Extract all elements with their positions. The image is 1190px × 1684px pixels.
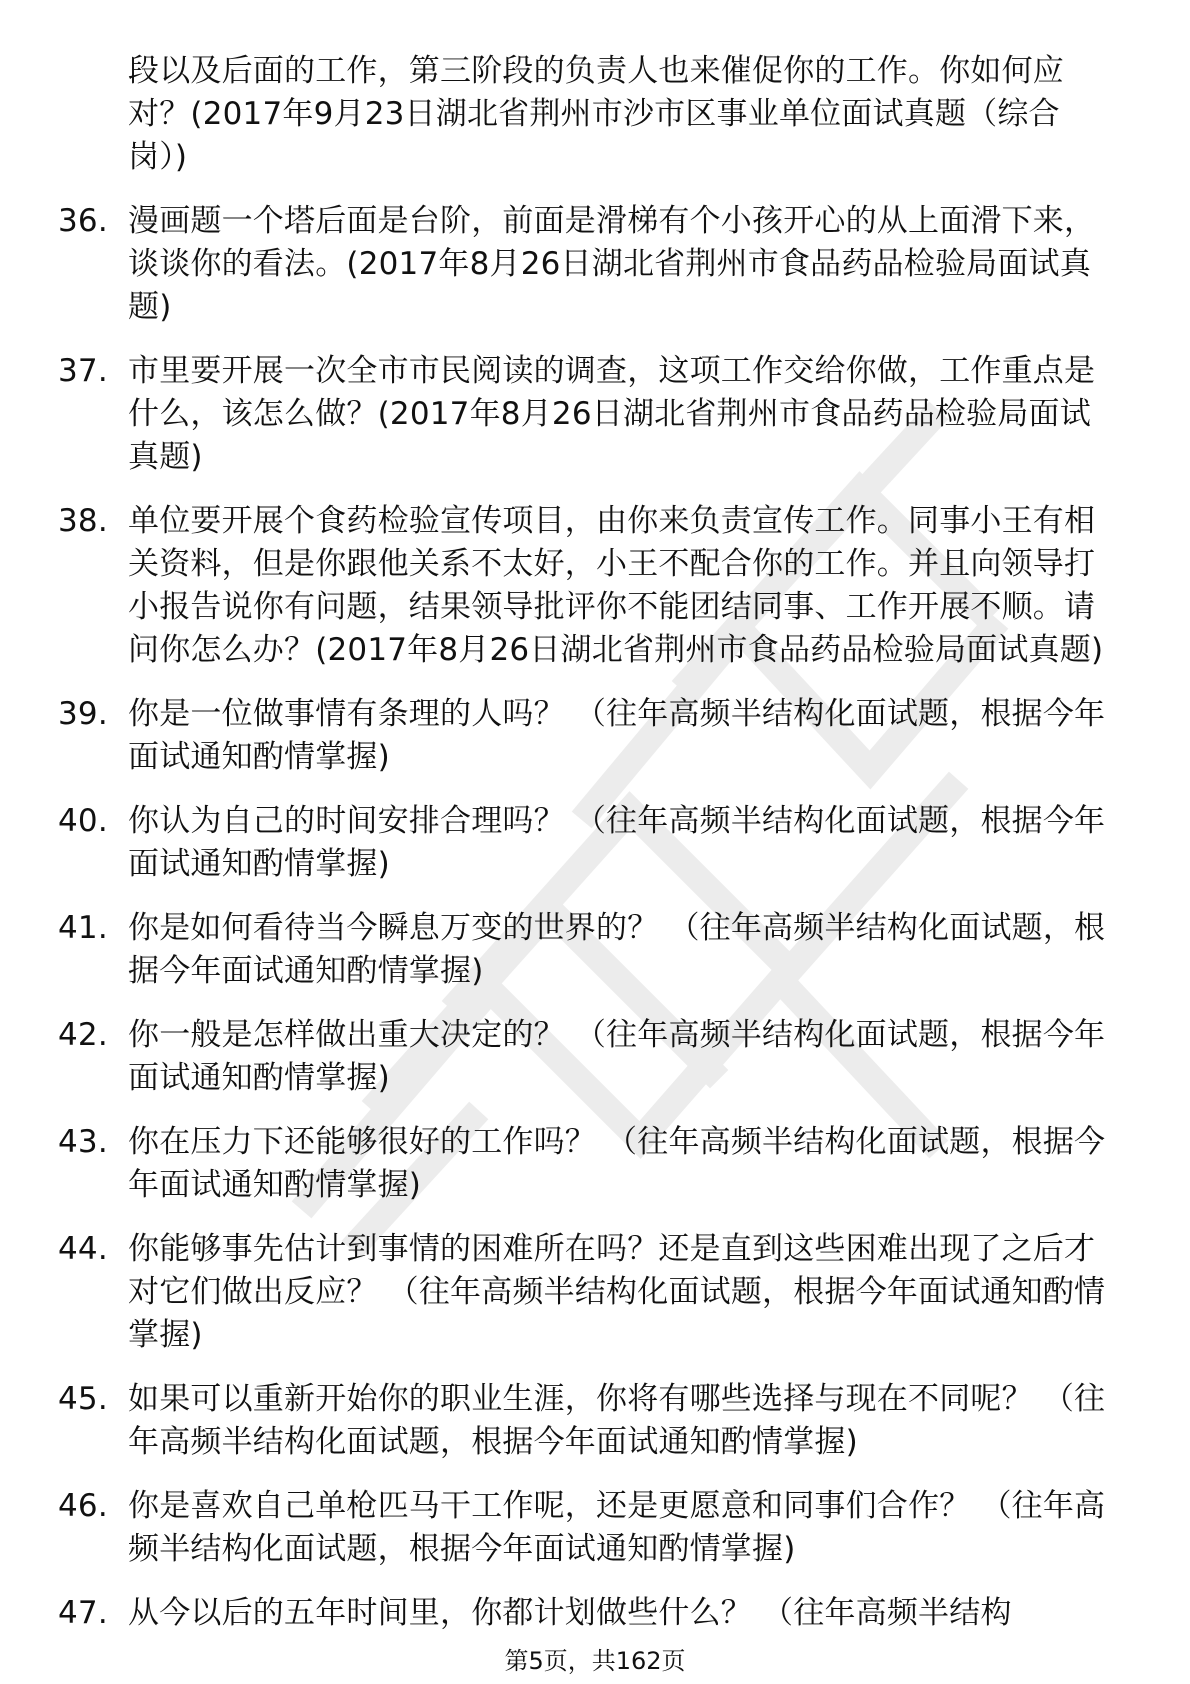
question-item-45	[58, 1378, 1118, 1464]
question-number: 44.	[58, 1231, 108, 1267]
question-text: 如果可以重新开始你的职业生涯，你将有哪些选择与现在不同呢？ （往年高频半结构化面试题，根据今年面试通知酌情掌握)	[128, 1381, 1106, 1460]
question-number: 46.	[58, 1488, 108, 1524]
question-item-continued	[58, 50, 1118, 179]
question-text: 单位要开展个食药检验宣传项目，由你来负责宣传工作。同事小王有相关资料，但是你跟他关系不太好，小王不配合你的工作。并且向领导打小报告说你有问题，结果领导批评你不能团结同事、工作开展不顺。请问你怎么办？(2017年8月26日湖北省荆州市食品药品检验局面试真题)	[128, 503, 1104, 668]
question-item-37	[58, 350, 1118, 479]
question-number: 45.	[58, 1381, 108, 1417]
question-text: 你认为自己的时间安排合理吗？ （往年高频半结构化面试题，根据今年面试通知酌情掌握)	[128, 803, 1106, 882]
question-text: 漫画题一个塔后面是台阶，前面是滑梯有个小孩开心的从上面滑下来，谈谈你的看法。(2017年8月26日湖北省荆州市食品药品检验局面试真题)	[128, 203, 1096, 325]
question-text: 你是喜欢自己单枪匹马干工作呢，还是更愿意和同事们合作？ （往年高频半结构化面试题，根据今年面试通知酌情掌握)	[128, 1488, 1106, 1567]
question-number: 38.	[58, 503, 108, 539]
question-text: 你能够事先估计到事情的困难所在吗？还是直到这些困难出现了之后才对它们做出反应？ （往年高频半结构化面试题，根据今年面试通知酌情掌握)	[128, 1231, 1106, 1353]
question-number: 40.	[58, 803, 108, 839]
question-text: 市里要开展一次全市市民阅读的调查，这项工作交给你做，工作重点是什么，该怎么做？(2017年8月26日湖北省荆州市食品药品检验局面试真题)	[128, 353, 1096, 475]
question-number: 47.	[58, 1595, 108, 1631]
question-item-42	[58, 1014, 1118, 1100]
question-text: 从今以后的五年时间里，你都计划做些什么？ （往年高频半结构	[128, 1595, 1012, 1631]
question-number: 37.	[58, 353, 108, 389]
question-list	[58, 50, 1118, 1656]
question-item-44	[58, 1228, 1118, 1357]
question-number: 43.	[58, 1124, 108, 1160]
question-text: 你是一位做事情有条理的人吗？ （往年高频半结构化面试题，根据今年面试通知酌情掌握)	[128, 696, 1106, 775]
page-number-footer: 第5页，共162页	[504, 1647, 686, 1675]
question-item-43	[58, 1121, 1118, 1207]
question-item-39	[58, 693, 1118, 779]
question-item-36	[58, 200, 1118, 329]
question-item-46	[58, 1485, 1118, 1571]
question-text: 你一般是怎样做出重大决定的？ （往年高频半结构化面试题，根据今年面试通知酌情掌握)	[128, 1017, 1106, 1096]
question-number: 39.	[58, 696, 108, 732]
question-number: 42.	[58, 1017, 108, 1053]
question-item-41	[58, 907, 1118, 993]
question-item-38	[58, 500, 1118, 672]
question-text: 你在压力下还能够很好的工作吗？ （往年高频半结构化面试题，根据今年面试通知酌情掌握)	[128, 1124, 1106, 1203]
question-item-40	[58, 800, 1118, 886]
question-number: 41.	[58, 910, 108, 946]
question-text: 段以及后面的工作，第三阶段的负责人也来催促你的工作。你如何应对？(2017年9月23日湖北省荆州市沙市区事业单位面试真题（综合岗）)	[128, 53, 1064, 175]
question-number: 36.	[58, 203, 108, 239]
question-item-47	[58, 1592, 1118, 1635]
question-text: 你是如何看待当今瞬息万变的世界的？ （往年高频半结构化面试题，根据今年面试通知酌情掌握)	[128, 910, 1106, 989]
